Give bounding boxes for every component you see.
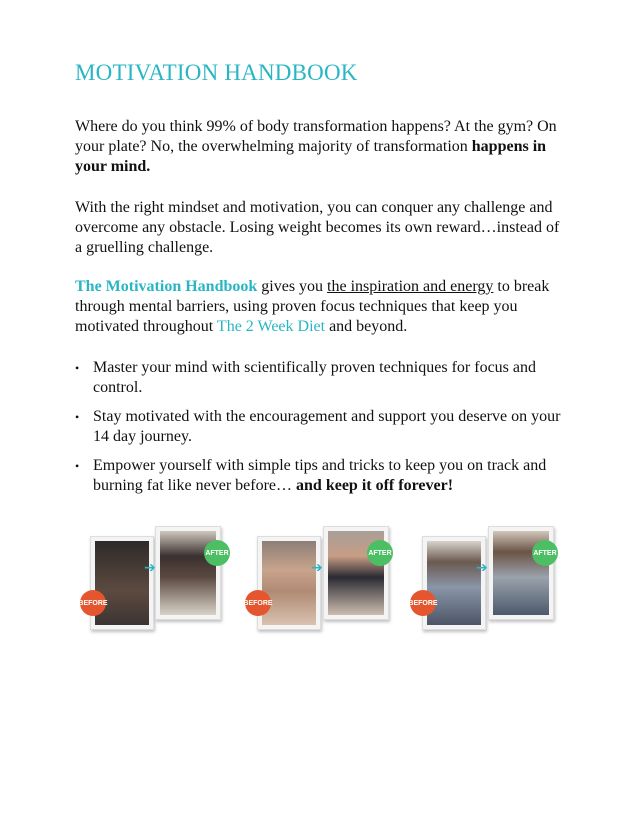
after-badge: AFTER <box>367 540 393 566</box>
before-photo <box>90 536 154 630</box>
bullet-icon: • <box>75 361 80 375</box>
list-item-text: Empower yourself with simple tips and tricks to keep you on track and burning fat like never before… <box>93 457 547 494</box>
intro-text: Where do you think 99% of body transformation happens? At the gym? On your plate? No, the overwhelming majority of transformation <box>75 118 557 155</box>
diet-name: The 2 Week Diet <box>216 318 326 335</box>
before-photo <box>422 536 486 630</box>
handbook-text-1: gives you <box>257 278 328 295</box>
underlined-phrase: the inspiration and energy <box>327 278 494 295</box>
list-item-text: Stay motivated with the encouragement and support you deserve on your 14 day journey. <box>93 408 561 445</box>
arrow-icon: ➔ <box>476 560 488 576</box>
before-after-photos <box>80 518 560 638</box>
handbook-paragraph <box>75 277 565 337</box>
list-item <box>75 456 565 496</box>
bullet-icon: • <box>75 410 80 424</box>
before-badge: BEFORE <box>410 590 436 616</box>
list-item <box>75 407 565 447</box>
benefits-list <box>75 358 565 505</box>
intro-paragraph <box>75 117 565 177</box>
list-item-bold-text: and keep it off forever! <box>296 477 454 494</box>
handbook-text-2: to break through mental barriers, using proven focus techniques that keep you motivated throughout <box>75 278 550 335</box>
after-badge: AFTER <box>532 540 558 566</box>
arrow-icon: ➔ <box>311 560 323 576</box>
before-after-pair <box>245 518 395 636</box>
list-item-text: Master your mind with scientifically proven techniques for focus and control. <box>93 359 536 396</box>
before-badge: BEFORE <box>80 590 106 616</box>
mindset-paragraph: With the right mindset and motivation, you can conquer any challenge and overcome any obstacle. Losing weight becomes its own reward…instead of a gruelling challenge. <box>75 199 560 256</box>
after-badge: AFTER <box>204 540 230 566</box>
before-badge: BEFORE <box>245 590 271 616</box>
product-name: The Motivation Handbook <box>75 278 258 295</box>
before-photo <box>257 536 321 630</box>
intro-bold-text: happens in your mind. <box>75 138 547 175</box>
page-title: MOTIVATION HANDBOOK <box>75 60 358 85</box>
before-after-pair <box>80 518 230 636</box>
list-item <box>75 358 565 398</box>
handbook-text-3: and beyond. <box>325 318 408 335</box>
arrow-icon: ➔ <box>144 560 156 576</box>
bullet-icon: • <box>75 459 80 473</box>
before-after-pair <box>410 518 560 636</box>
